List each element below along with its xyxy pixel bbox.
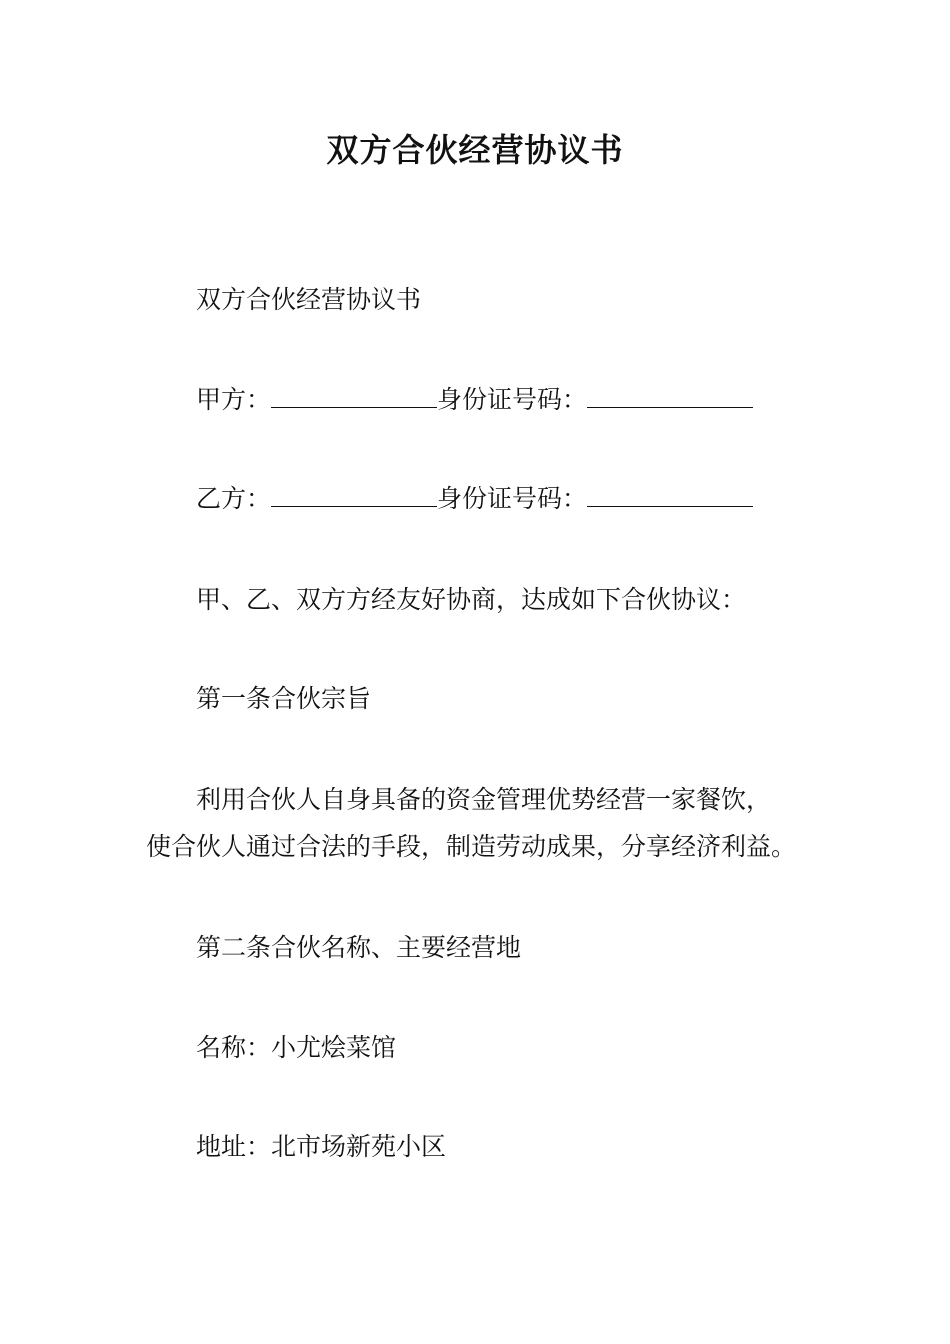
intro-paragraph: 甲、乙、双方方经友好协商，达成如下合伙协议：	[196, 585, 747, 614]
article1-body-line1: 利用合伙人自身具备的资金管理优势经营一家餐饮，	[196, 785, 772, 814]
party-a-id-label: 身份证号码：	[437, 385, 588, 414]
article1-heading: 第一条合伙宗旨	[196, 684, 372, 713]
document-title: 双方合伙经营协议书	[326, 131, 624, 169]
article2-name-line: 名称：小尤烩菜馆	[196, 1033, 397, 1062]
party-b-id-label: 身份证号码：	[437, 484, 588, 513]
article2-heading: 第二条合伙名称、主要经营地	[196, 933, 522, 962]
party-b-label: 乙方：	[196, 484, 272, 513]
heading-repeat: 双方合伙经营协议书	[196, 285, 422, 314]
party-b-line	[196, 481, 753, 517]
party-a-label: 甲方：	[196, 385, 272, 414]
party-a-line	[196, 382, 753, 418]
party-b-name-blank	[271, 484, 437, 507]
party-b-id-blank	[587, 484, 753, 507]
article1-body-line2: 使合伙人通过合法的手段，制造劳动成果，分享经济利益。	[146, 832, 797, 861]
party-a-name-blank	[271, 385, 437, 408]
party-a-id-blank	[587, 385, 753, 408]
article2-address-line: 地址：北市场新苑小区	[196, 1132, 447, 1161]
